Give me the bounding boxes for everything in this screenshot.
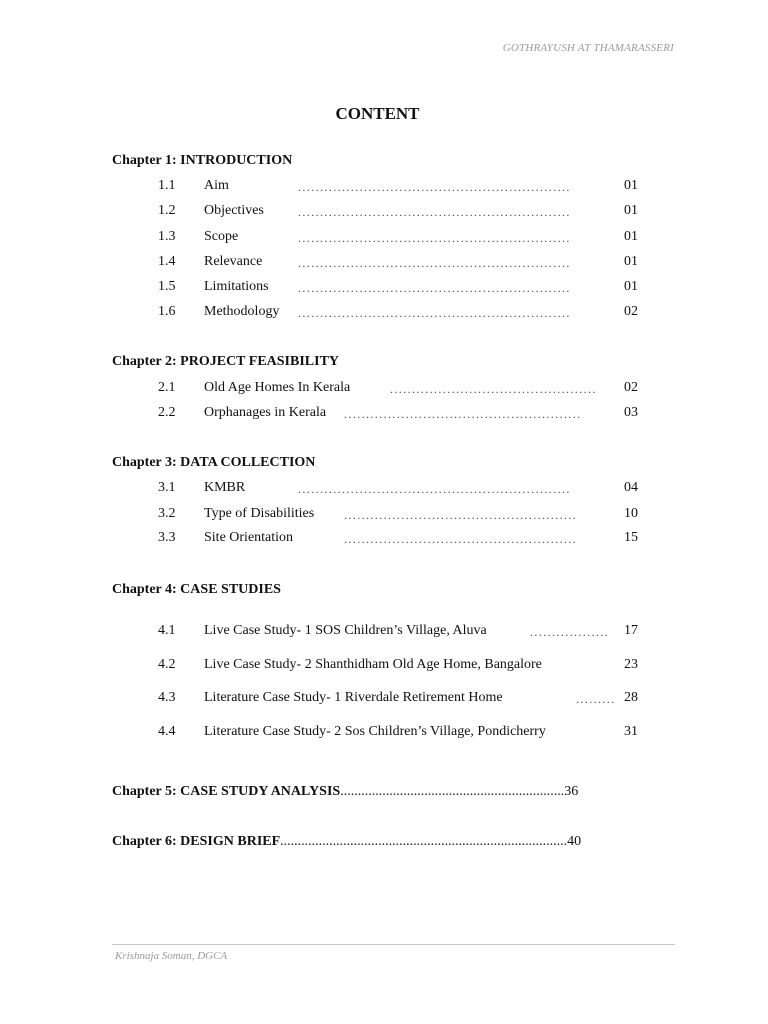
entry-label: Literature Case Study- 1 Riverdale Retirement Home xyxy=(204,690,503,705)
toc-entry xyxy=(158,690,638,708)
dot-leader: .............................................................. xyxy=(298,256,571,270)
entry-label: Live Case Study- 1 SOS Children’s Village, Aluva xyxy=(204,623,487,638)
footer-author: Krishnaja Soman, DGCA xyxy=(115,950,228,962)
page-title: CONTENT xyxy=(335,104,420,123)
entry-label: Live Case Study- 2 Shanthidham Old Age Home, Bangalore xyxy=(204,657,542,672)
entry-label: Relevance xyxy=(204,254,263,269)
entry-page: 02 xyxy=(624,380,638,395)
toc-entry xyxy=(158,279,638,297)
entry-page: 31 xyxy=(624,724,638,739)
dot-leader: ......... xyxy=(576,692,616,706)
entry-label: Site Orientation xyxy=(204,530,294,545)
dot-leader: ............................................... xyxy=(390,382,597,396)
entry-number: 4.2 xyxy=(158,657,176,672)
entry-page: 01 xyxy=(624,178,638,193)
entry-label: Type of Disabilities xyxy=(204,506,315,521)
entry-page: 36 xyxy=(564,784,579,799)
toc-entry xyxy=(158,530,638,548)
toc-entry xyxy=(158,623,638,641)
entry-page: 40 xyxy=(567,834,582,849)
toc-entry xyxy=(158,203,638,221)
chapter-6-line xyxy=(112,834,581,850)
entry-number: 3.3 xyxy=(158,530,176,545)
entry-number: 1.3 xyxy=(158,229,176,244)
toc-entry xyxy=(158,178,638,196)
dot-leader: .............................................................. xyxy=(298,205,571,219)
chapter-heading: Chapter 6: DESIGN BRIEF xyxy=(112,834,281,849)
chapter-5-line xyxy=(112,784,578,800)
entry-number: 2.2 xyxy=(158,405,176,420)
entry-page: 04 xyxy=(624,480,638,495)
dot-leader: .................. xyxy=(530,625,610,639)
entry-label: Aim xyxy=(204,178,229,193)
chapter-heading: Chapter 3: DATA COLLECTION xyxy=(112,455,316,470)
toc-entry xyxy=(158,724,638,742)
entry-number: 1.2 xyxy=(158,203,176,218)
running-header: GOTHRAYUSH AT THAMARASSERI xyxy=(502,42,674,54)
dot-leader: .............................................................. xyxy=(298,180,571,194)
entry-number: 4.3 xyxy=(158,690,176,705)
dot-leader: .............................................................. xyxy=(298,281,571,295)
entry-page: 17 xyxy=(624,623,638,638)
toc-entry xyxy=(158,229,638,247)
entry-number: 1.4 xyxy=(158,254,176,269)
dot-leader: ...................................................... xyxy=(344,407,582,421)
toc-entry xyxy=(158,506,638,524)
entry-number: 1.6 xyxy=(158,304,176,319)
entry-label: Objectives xyxy=(204,203,264,218)
toc-entry xyxy=(158,304,638,322)
entry-number: 3.2 xyxy=(158,506,176,521)
entry-number: 2.1 xyxy=(158,380,176,395)
chapter-heading: Chapter 4: CASE STUDIES xyxy=(112,582,281,597)
toc-entry xyxy=(158,405,638,423)
toc-entry xyxy=(158,380,638,398)
dot-leader: .............................................................. xyxy=(298,306,571,320)
footer-rule xyxy=(112,944,675,945)
toc-entry xyxy=(158,480,638,498)
entry-label: Methodology xyxy=(204,304,280,319)
dot-leader: .............................................................. xyxy=(298,231,571,245)
entry-number: 4.4 xyxy=(158,724,176,739)
entry-page: 01 xyxy=(624,254,638,269)
entry-page: 28 xyxy=(624,690,638,705)
chapter-heading: Chapter 2: PROJECT FEASIBILITY xyxy=(112,354,340,369)
dot-leader: ..................................................... xyxy=(344,508,578,522)
entry-page: 03 xyxy=(624,405,638,420)
toc-entry xyxy=(158,254,638,272)
entry-number: 1.5 xyxy=(158,279,176,294)
entry-page: 01 xyxy=(624,203,638,218)
entry-page: 01 xyxy=(624,229,638,244)
entry-page: 15 xyxy=(624,530,638,545)
toc-entry xyxy=(158,657,638,675)
entry-page: 02 xyxy=(624,304,638,319)
entry-label: Scope xyxy=(204,229,239,244)
entry-label: Orphanages in Kerala xyxy=(204,405,327,420)
chapter-heading: Chapter 1: INTRODUCTION xyxy=(112,153,293,168)
entry-page: 10 xyxy=(624,506,638,521)
entry-number: 4.1 xyxy=(158,623,176,638)
dot-leader: .............................................................. xyxy=(298,482,571,496)
entry-page: 01 xyxy=(624,279,638,294)
chapter-heading: Chapter 5: CASE STUDY ANALYSIS xyxy=(112,784,341,799)
entry-number: 1.1 xyxy=(158,178,176,193)
dot-leader: ................................................................ xyxy=(340,784,565,799)
entry-label: Old Age Homes In Kerala xyxy=(204,380,351,395)
entry-label: KMBR xyxy=(204,480,246,495)
entry-page: 23 xyxy=(624,657,638,672)
entry-label: Limitations xyxy=(204,279,269,294)
dot-leader: .................................................................................. xyxy=(280,834,568,849)
entry-label: Literature Case Study- 2 Sos Children’s Village, Pondicherry xyxy=(204,724,546,739)
dot-leader: ..................................................... xyxy=(344,532,578,546)
entry-number: 3.1 xyxy=(158,480,176,495)
